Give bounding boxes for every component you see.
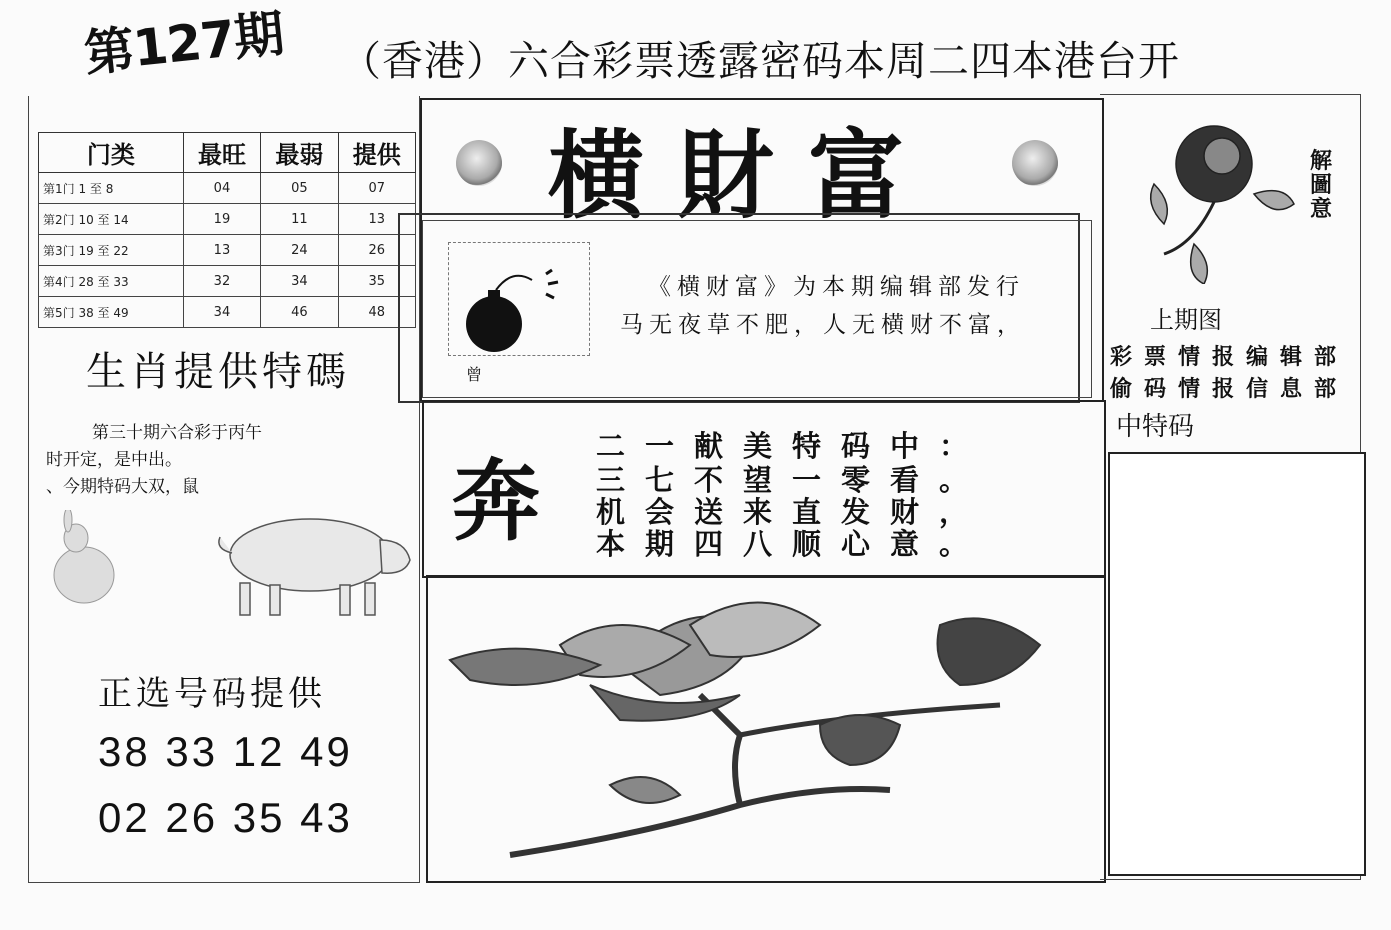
coin-icon (1012, 140, 1058, 186)
table-cell: 第4门 28 至 33 (39, 266, 184, 297)
zodiac-line: 第三十期六合彩于丙午 (92, 423, 262, 443)
verse-line: 本期四八顺心意。 (596, 527, 989, 561)
zodiac-text (46, 420, 376, 501)
table-cell: 第1门 1 至 8 (39, 173, 184, 204)
coin-icon (456, 140, 502, 186)
table-cell: 13 (183, 235, 260, 266)
zone-table-header (39, 133, 416, 173)
table-cell: 32 (183, 266, 260, 297)
poem-line: 马无夜草不肥，人无横财不富， (620, 312, 1026, 338)
bomb-icon (462, 262, 582, 362)
table-row (39, 173, 416, 204)
run-character: 奔 (452, 450, 541, 553)
table-cell: 24 (261, 235, 338, 266)
table-cell: 04 (183, 173, 260, 204)
picks-row: 38 33 12 49 (98, 728, 353, 775)
table-row (39, 297, 416, 328)
poem-text (620, 268, 1026, 344)
verse-line: 二一献美特码中： (596, 429, 989, 463)
table-cell: 34 (261, 266, 338, 297)
table-cell: 第3门 19 至 22 (39, 235, 184, 266)
table-cell: 13 (338, 204, 415, 235)
table-cell: 46 (261, 297, 338, 328)
table-row (39, 204, 416, 235)
main-title: 横財富 (548, 119, 938, 232)
dept-line: 偷码情报信息部 (1110, 376, 1349, 402)
bomb-label: 曾 (466, 365, 483, 384)
table-cell: 48 (338, 297, 415, 328)
issue-number: 第127期 (81, 4, 286, 84)
page-title: （香港）六合彩票透露密码本周二四本港台开 (340, 37, 1180, 85)
poem-line: 《横财富》为本期编辑部发行 (648, 274, 1025, 300)
decode-title: 解圖意 (1310, 149, 1333, 222)
rose-illustration (1124, 104, 1304, 284)
table-cell: 第5门 38 至 49 (39, 297, 184, 328)
picks-title: 正选号码提供 (98, 674, 326, 714)
rabbit-illustration (44, 510, 124, 610)
pig-illustration (210, 505, 420, 620)
table-cell: 第2门 10 至 14 (39, 204, 184, 235)
answer-box (1108, 452, 1366, 876)
col-header-hottest: 最旺 (183, 133, 260, 173)
table-cell: 26 (338, 235, 415, 266)
col-header-category: 门类 (39, 133, 184, 173)
zone-table (38, 132, 416, 328)
last-issue-label: 上期图 (1150, 306, 1222, 334)
table-cell: 05 (261, 173, 338, 204)
zodiac-line: 、今期特码大双，鼠 (46, 477, 199, 497)
table-cell: 35 (338, 266, 415, 297)
verse-line: 机会送来直发财， (596, 495, 989, 529)
special-code-label: 中特码 (1116, 412, 1195, 442)
dept-line: 彩票情报编辑部 (1110, 344, 1349, 370)
col-header-weakest: 最弱 (261, 133, 338, 173)
table-row (39, 266, 416, 297)
magnolia-illustration (440, 585, 1090, 870)
zodiac-title: 生肖提供特碼 (86, 349, 350, 395)
table-cell: 19 (183, 204, 260, 235)
zodiac-line: 时开定，是中出。 (46, 450, 182, 470)
col-header-provided: 提供 (338, 133, 415, 173)
table-cell: 34 (183, 297, 260, 328)
table-cell: 07 (338, 173, 415, 204)
table-row (39, 235, 416, 266)
table-cell: 11 (261, 204, 338, 235)
picks-row: 02 26 35 43 (98, 794, 353, 841)
verse-line: 三七不望一零看。 (596, 463, 989, 497)
